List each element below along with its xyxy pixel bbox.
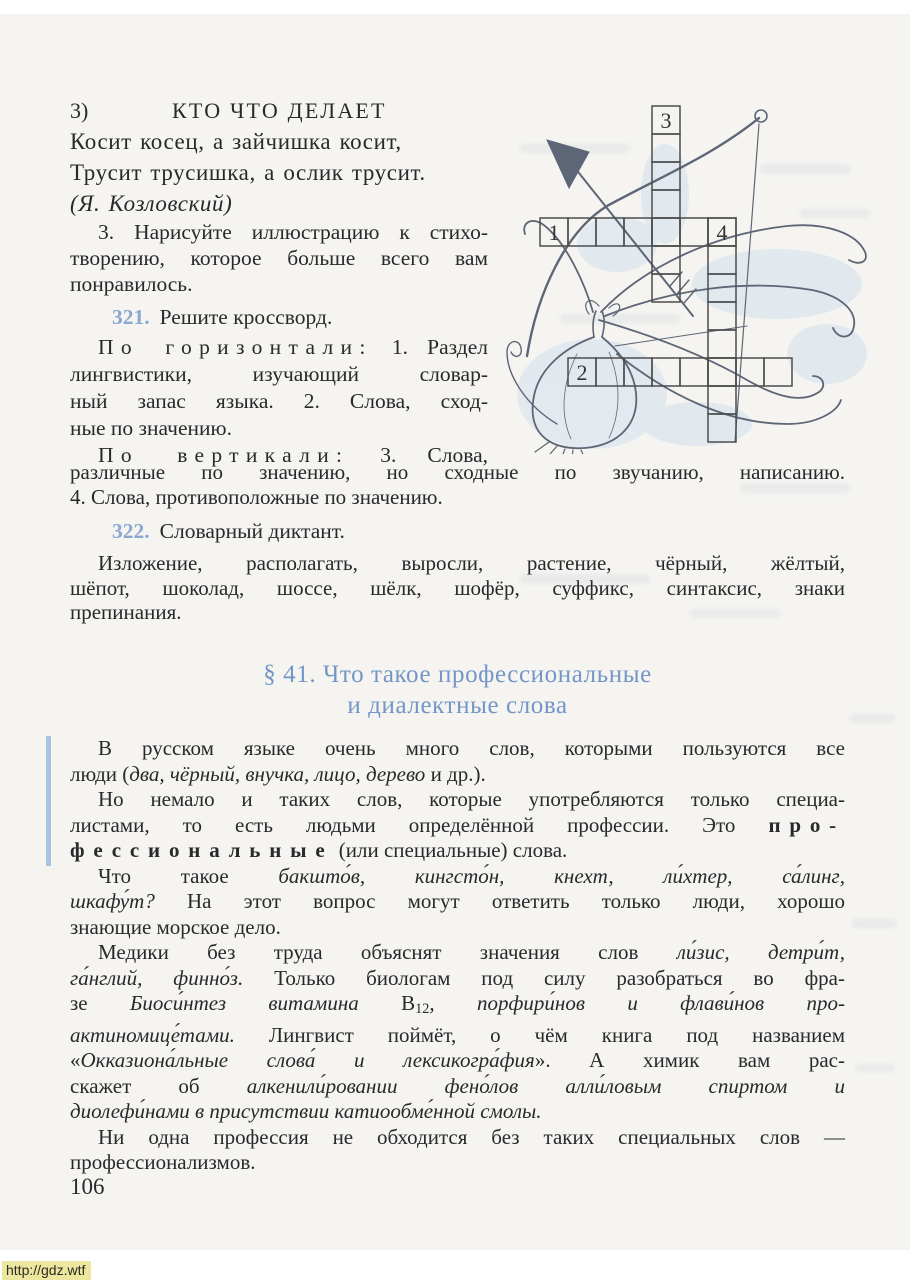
section-41-title (70, 659, 845, 721)
text-line: шкафу́т? На этот вопрос могут ответить только люди, хорошо (70, 889, 845, 913)
crossword-clues-narrow (70, 334, 488, 469)
text-line: фессиональные (или специальные) слова. (70, 838, 568, 862)
text-line: диолефи́нами в присутствии катиообме́нной смолы. (70, 1099, 542, 1124)
exercise-number: 322. (112, 519, 150, 543)
text-line: В русском языке очень много слов, которыми пользуются все (98, 736, 845, 760)
task-3-text (70, 219, 488, 297)
poem-title: КТО ЧТО ДЕЛАЕТ (172, 98, 387, 123)
text-line: 4. Слова, противоположные по значению. (70, 485, 443, 509)
watercolor-tint (517, 144, 867, 449)
paragraph (70, 736, 845, 787)
text-line: препинания. (70, 600, 182, 624)
crossword-number-1: 1 (548, 220, 560, 245)
crossword-figure (497, 94, 877, 454)
crossword-cell (764, 358, 792, 386)
text-line: По вертикали: 3. Слова, (98, 443, 488, 467)
text-line: различные по значению, но сходные по звучанию, написанию. (70, 460, 845, 484)
crossword-number-4: 4 (716, 220, 728, 245)
rule-bar (46, 736, 51, 866)
crossword-cell (680, 358, 708, 386)
exercise-number: 321. (112, 305, 150, 329)
text-line: понравилось. (70, 272, 193, 296)
text-line: По горизонтали: 1. Раздел (98, 335, 488, 359)
text-line: скажет об алкенили́ровании фено́лов алли́ловым спиртом и (70, 1073, 845, 1098)
exercise-title: Словарный диктант. (159, 519, 345, 543)
text-line: профессионализмов. (70, 1150, 256, 1175)
crossword-clues-wide (70, 460, 845, 510)
text-line: лингвистики, изучающий словар- (70, 362, 488, 386)
dictation-words (70, 551, 845, 625)
text-line: листами, то есть людьми определённой профессии. Это про- (70, 812, 845, 837)
paragraph (70, 940, 845, 1125)
text-line: Что такое бакшто́в, кингсто́н, кнехт, ли́хтер, са́линг, (98, 863, 845, 888)
text-line: шёпот, шоколад, шоссе, шёлк, шофёр, суффикс, синтаксис, знаки (70, 575, 845, 600)
paragraph (70, 1125, 845, 1176)
text-line: Но немало и таких слов, которые употребляются только специа- (98, 787, 845, 811)
poem (70, 126, 486, 219)
crossword-number-3: 3 (660, 108, 672, 133)
text-line: (Я. Козловский) (70, 191, 233, 216)
text-line: «Окказиона́льные слова́ и лексикогра́фия». А химик вам рас- (70, 1048, 845, 1073)
text-line: Изложение, располагать, выросли, растение, чёрный, жёлтый, (98, 551, 845, 575)
text-line: га́нглий, финно́з. Только биологам под силу разобраться во фра- (70, 965, 845, 990)
paragraph (70, 864, 845, 941)
onion-bow-illustration (497, 94, 877, 454)
text-line: знающие морское дело. (70, 914, 281, 939)
text-line: Ни одна профессия не обходится без таких специальных слов — (98, 1124, 845, 1149)
watermark-url: http://gdz.wtf (2, 1261, 91, 1280)
text-line: творению, которое больше всего вам (70, 246, 488, 270)
text-line: ный запас языка. 2. Слова, сход- (70, 389, 488, 413)
text-line: Трусит трусишка, а ослик трусит. (70, 160, 426, 185)
exercise-321-header (112, 305, 332, 330)
section-title-line2: и диалектные слова (347, 692, 568, 719)
exercise-title: Решите кроссворд. (159, 305, 333, 329)
crossword-cell (708, 330, 736, 358)
item-number: 3) (70, 98, 89, 123)
text-line: Медики без труда объяснят значения слов ли́зис, детри́т, (98, 940, 845, 964)
arrow-head (547, 140, 589, 188)
text-line: люди (два, чёрный, внучка, лицо, дерево и др.). (70, 761, 486, 786)
page-number: 106 (70, 1174, 105, 1199)
crossword-number-2: 2 (576, 360, 588, 385)
text-line: Косит косец, а зайчишка косит, (70, 129, 402, 154)
text-line: ные по значению. (70, 416, 232, 440)
paragraph (70, 787, 845, 864)
text-line: актиномице́тами. Лингвист поймёт, о чём книга под названием (70, 1022, 845, 1047)
text-line: зе Биоси́нтез витамина $В_{12}$, порфири́нов и флави́нов про- (70, 991, 845, 1018)
book-page (0, 14, 910, 1250)
exercise-322-header (112, 519, 345, 544)
text-line: 3. Нарисуйте иллюстрацию к стихо- (98, 220, 488, 244)
body-paragraphs (70, 736, 845, 1176)
section-title-line1: § 41. Что такое профессиональные (263, 661, 652, 688)
